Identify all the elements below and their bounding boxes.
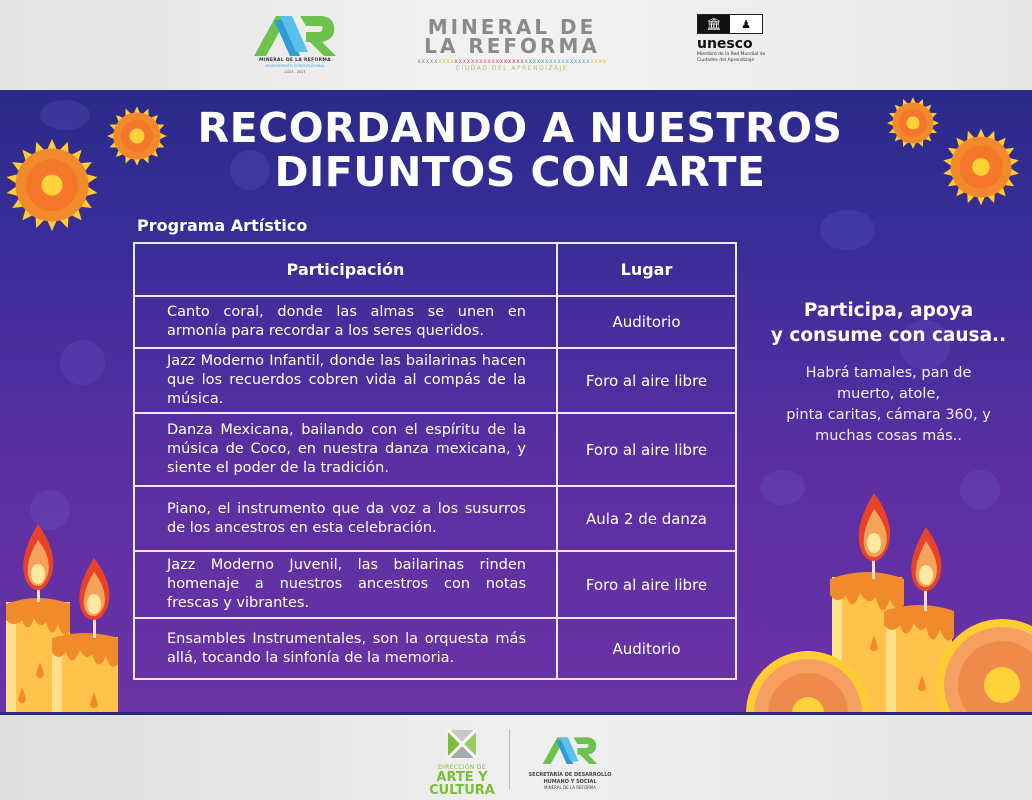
participation-cell: Jazz Moderno Infantil, donde las bailarinas hacen que los recuerdos cobren vida al compás de la música. <box>134 348 557 413</box>
table-row <box>134 413 736 486</box>
participation-cell: Jazz Moderno Juvenil, las bailarinas rinden homenaje a nuestros ancestros con notas frescas y vibrantes. <box>134 551 557 618</box>
venue-cell: Auditorio <box>557 296 736 348</box>
venue-cell: Foro al aire libre <box>557 348 736 413</box>
venue-cell: Foro al aire libre <box>557 413 736 486</box>
arte-logo-line3: CULTURA <box>429 783 495 798</box>
side-promo <box>745 298 1032 447</box>
city-logo-stitch-line: xxxxxxxxxxxxxxxxxxxxxxxxxxxxxxxxxxxxxxxxxxxxxx <box>417 58 607 65</box>
unesco-wordmark: unesco <box>697 36 753 52</box>
column-header-lugar: Lugar <box>557 243 736 296</box>
promo-heading-line1: Participa, apoya <box>803 300 974 321</box>
mr-logo-years: 2024 - 2027 <box>284 70 306 74</box>
bg-pattern <box>820 210 875 250</box>
secretaria-line1: SECRETARÍA DE DESARROLLO <box>528 772 612 778</box>
mr-logo-icon <box>540 733 600 767</box>
program-table <box>133 242 737 680</box>
candles-right-icon <box>740 485 1032 715</box>
promo-body-line2: muerto, atole, <box>837 386 940 402</box>
mr-logo-sub: AYUNTAMIENTO CONSTITUCIONAL <box>265 64 325 68</box>
footer-bar <box>0 715 1032 800</box>
promo-heading <box>745 298 1032 348</box>
secretaria-line3: MINERAL DE LA REFORMA <box>544 785 596 790</box>
column-header-participacion: Participación <box>134 243 557 296</box>
temple-icon: 🏛 <box>698 15 730 33</box>
promo-body-line4: muchas cosas más.. <box>815 428 962 444</box>
city-logo-tagline: CIUDAD DEL APRENDIZAJE <box>455 65 569 72</box>
venue-cell: Aula 2 de danza <box>557 486 736 551</box>
bg-pattern <box>60 340 105 385</box>
promo-body-line3: pinta caritas, cámara 360, y <box>786 407 991 423</box>
promo-heading-line2: y consume con causa.. <box>770 325 1007 346</box>
mineral-reforma-logo <box>250 12 340 80</box>
participation-cell: Ensambles Instrumentales, son la orquesta más allá, tocando la sinfonía de la memoria. <box>134 618 557 679</box>
table-row <box>134 486 736 551</box>
table-row <box>134 348 736 413</box>
secretaria-line2: HUMANO Y SOCIAL <box>543 779 597 785</box>
marigold-flower-icon <box>4 137 100 233</box>
table-row <box>134 618 736 679</box>
city-logo-line2: LA REFORMA <box>424 34 600 58</box>
venue-cell: Auditorio <box>557 618 736 679</box>
arte-logo-line1: DIRECCIÓN DE <box>438 764 486 771</box>
table-header-row <box>134 243 736 296</box>
promo-body-line1: Habrá tamales, pan de <box>805 365 972 381</box>
main-banner <box>0 90 1032 715</box>
table-row <box>134 296 736 348</box>
participation-cell: Danza Mexicana, bailando con el espíritu de la música de Coco, en nuestra danza mexicana, y siente el poder de la tradición. <box>134 413 557 486</box>
participation-cell: Canto coral, donde las almas se unen en armonía para recordar a los seres queridos. <box>134 296 557 348</box>
arte-logo-line2: ARTE Y <box>436 770 488 785</box>
candles-left-icon <box>0 512 130 715</box>
city-logo <box>396 15 628 73</box>
table-row <box>134 551 736 618</box>
title-line-2: DIFUNTOS CON ARTE <box>274 148 766 196</box>
city-logo-line1: MINERAL DE <box>427 15 597 39</box>
page-title <box>130 106 910 194</box>
secretaria-logo <box>520 733 620 790</box>
arte-cultura-emblem-icon <box>445 730 479 758</box>
venue-cell: Foro al aire libre <box>557 551 736 618</box>
promo-body <box>745 363 1032 447</box>
unesco-note: Miembro de la Red Mundial de Ciudades del Aprendizaje <box>697 52 766 63</box>
participation-cell: Piano, el instrumento que da voz a los susurros de los ancestros en esta celebración. <box>134 486 557 551</box>
mr-logo-caption: MINERAL DE LA REFORMA <box>259 58 331 63</box>
learning-cities-icon: ♟ <box>730 15 762 33</box>
program-subtitle: Programa Artístico <box>137 216 308 235</box>
unesco-logo <box>697 14 769 76</box>
mr-logo-icon <box>250 12 340 58</box>
header-bar <box>0 0 1032 90</box>
footer-divider <box>509 729 510 789</box>
marigold-flower-icon <box>941 127 1021 207</box>
title-line-1: RECORDANDO A NUESTROS <box>197 104 843 152</box>
bg-pattern <box>40 100 90 130</box>
arte-cultura-logo <box>422 730 502 797</box>
unesco-emblem <box>697 14 763 34</box>
